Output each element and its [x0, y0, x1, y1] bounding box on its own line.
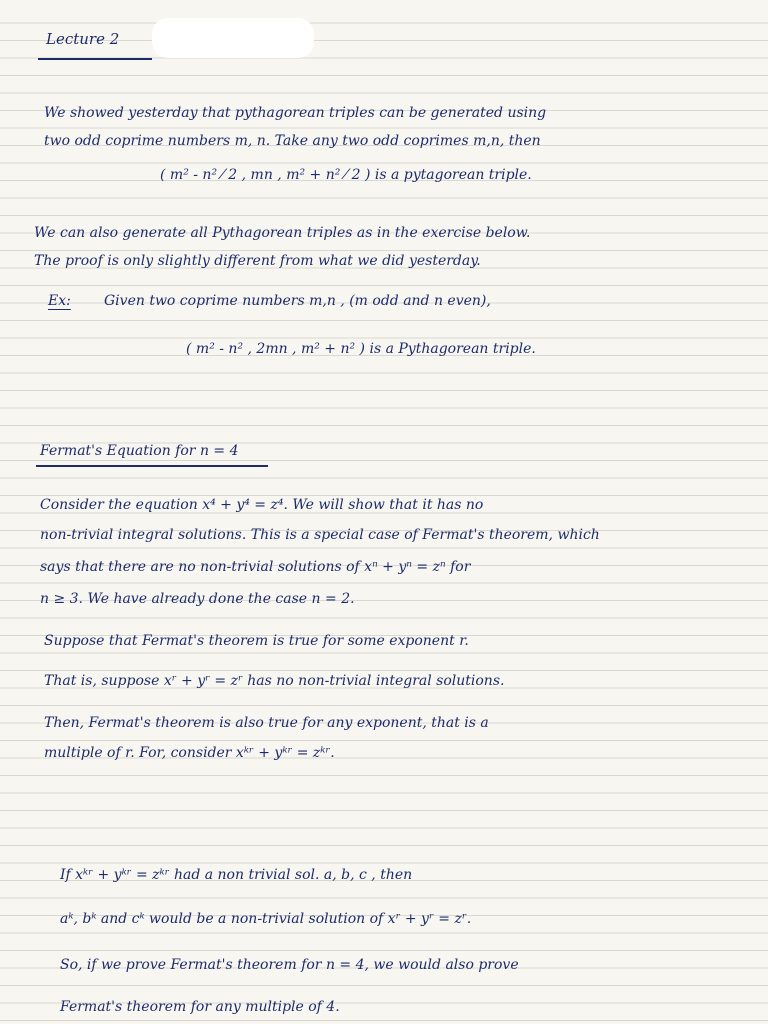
lecture-title: Lecture 2	[46, 30, 120, 48]
if-line-2: aᵏ, bᵏ and cᵏ would be a non-trivial solution of xʳ + yʳ = zʳ.	[60, 911, 472, 927]
exercise-label: Ex:	[48, 293, 71, 309]
intro-formula: ( m² - n² ⁄ 2 , mn , m² + n² ⁄ 2 ) is a pytagorean triple.	[160, 167, 532, 183]
then-line-2: multiple of r. For, consider xᵏʳ + yᵏʳ = zᵏʳ.	[44, 745, 335, 761]
general-line-1: We can also generate all Pythagorean triples as in the exercise below.	[34, 225, 531, 241]
consider-line-2: non-trivial integral solutions. This is a special case of Fermat's theorem, which	[40, 527, 600, 543]
then-line-1: Then, Fermat's theorem is also true for any exponent, that is a	[44, 715, 489, 731]
redaction-blob	[152, 18, 314, 58]
general-line-2: The proof is only slightly different from what we did yesterday.	[34, 253, 481, 269]
suppose-line-2: That is, suppose xʳ + yʳ = zʳ has no non-trivial integral solutions.	[44, 673, 505, 689]
consider-line-1: Consider the equation x⁴ + y⁴ = z⁴. We will show that it has no	[40, 497, 484, 513]
intro-line-1: We showed yesterday that pythagorean triples can be generated using	[44, 105, 547, 121]
title-underline	[38, 58, 152, 60]
intro-line-2: two odd coprime numbers m, n. Take any two odd coprimes m,n, then	[44, 133, 541, 149]
exercise-line-1: Given two coprime numbers m,n , (m odd and n even),	[104, 293, 491, 309]
consider-line-4: n ≥ 3. We have already done the case n = 2.	[40, 591, 355, 607]
suppose-line-1: Suppose that Fermat's theorem is true for some exponent r.	[44, 633, 469, 649]
consider-line-3: says that there are no non-trivial solutions of xⁿ + yⁿ = zⁿ for	[40, 559, 471, 575]
if-line-4: Fermat's theorem for any multiple of 4.	[60, 999, 340, 1015]
exercise-formula: ( m² - n² , 2mn , m² + n² ) is a Pythagorean triple.	[186, 341, 536, 357]
if-line-3: So, if we prove Fermat's theorem for n = 4, we would also prove	[60, 957, 519, 973]
if-line-1: If xᵏʳ + yᵏʳ = zᵏʳ had a non trivial sol. a, b, c , then	[60, 867, 413, 883]
fermat-heading-underline	[36, 465, 268, 467]
fermat-heading: Fermat's Equation for n = 4	[40, 443, 239, 459]
